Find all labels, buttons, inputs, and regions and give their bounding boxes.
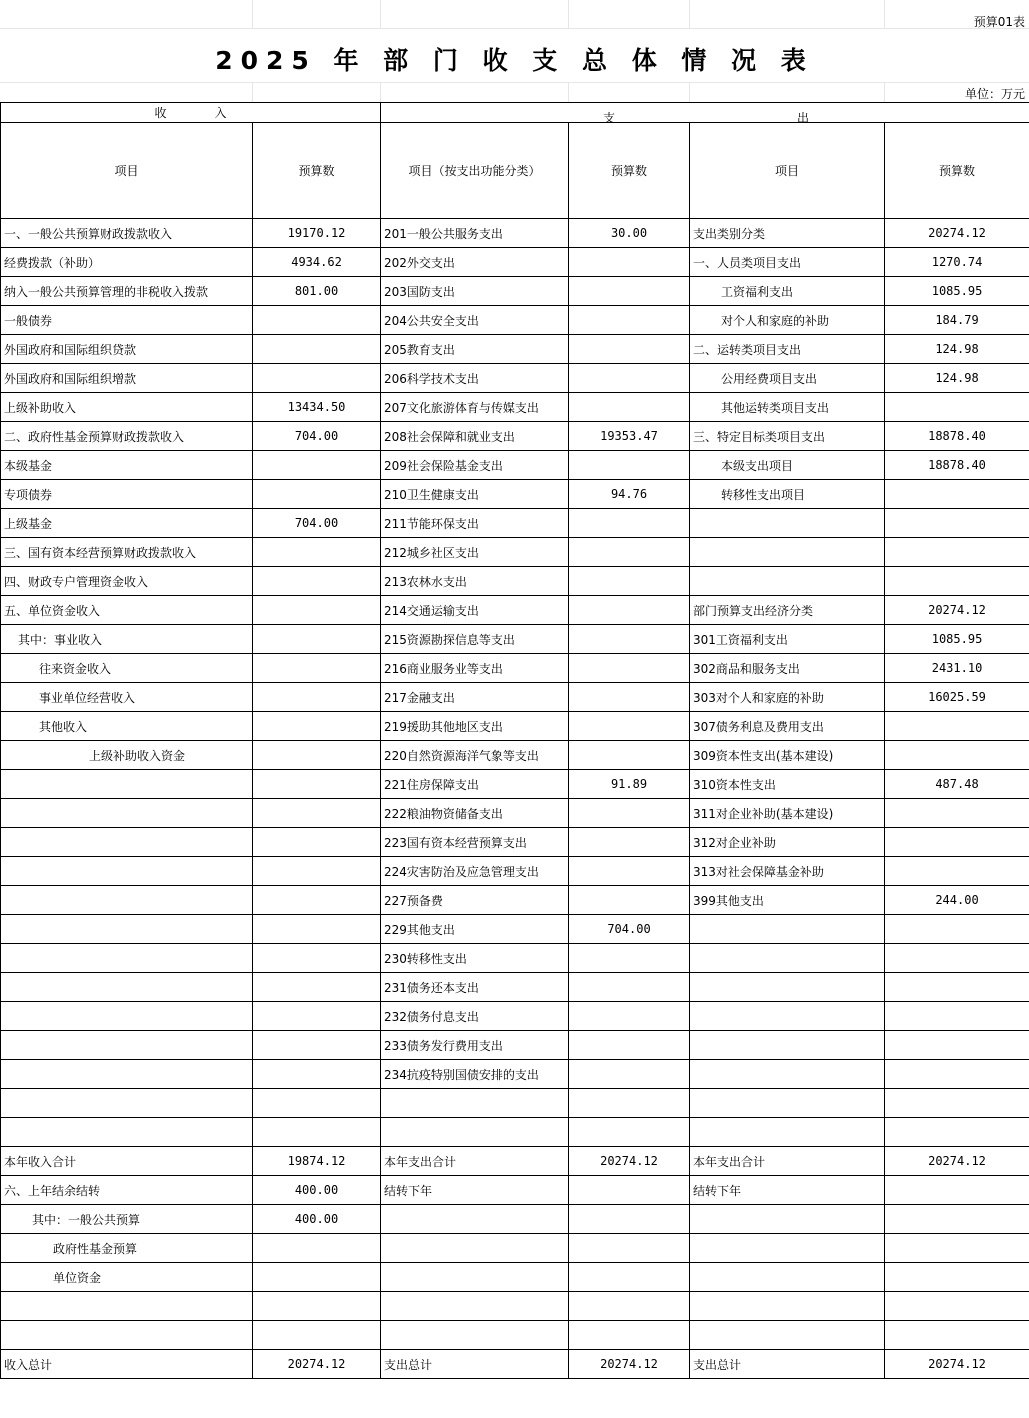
cell-expense-item <box>690 1263 885 1292</box>
cell-function-amount <box>569 799 690 828</box>
cell-income-item: 一般债券 <box>1 306 253 335</box>
cell-income-item: 其中：事业收入 <box>1 625 253 654</box>
table-row <box>1 364 1029 393</box>
cell-income-amount <box>253 828 381 857</box>
column-header-row <box>1 123 1029 219</box>
table-row <box>1 219 1029 248</box>
col-header-expense-item: 项目 <box>690 123 885 219</box>
cell-function-amount <box>569 306 690 335</box>
cell-function-item: 215资源勘探信息等支出 <box>381 625 569 654</box>
cell-expense-amount: 20274.12 <box>885 1350 1029 1379</box>
cell-income-amount <box>253 915 381 944</box>
cell-function-item: 232债务付息支出 <box>381 1002 569 1031</box>
cell-function-amount: 91.89 <box>569 770 690 799</box>
cell-function-item: 234抗疫特别国债安排的支出 <box>381 1060 569 1089</box>
table-row <box>1 451 1029 480</box>
table-row <box>1 973 1029 1002</box>
cell-function-amount <box>569 393 690 422</box>
table-number: 预算01表 <box>973 15 1025 29</box>
cell-expense-item: 工资福利支出 <box>690 277 885 306</box>
cell-expense-amount <box>885 1205 1029 1234</box>
cell-income-item: 本级基金 <box>1 451 253 480</box>
cell-function-item <box>381 1089 569 1118</box>
cell-income-amount <box>253 1292 381 1321</box>
cell-income-item: 其中：一般公共预算 <box>1 1205 253 1234</box>
cell-expense-item <box>690 538 885 567</box>
cell-expense-amount: 124.98 <box>885 335 1029 364</box>
cell-function-item: 213农林水支出 <box>381 567 569 596</box>
cell-income-amount <box>253 1031 381 1060</box>
cell-income-amount: 704.00 <box>253 422 381 451</box>
cell-expense-amount <box>885 1292 1029 1321</box>
cell-income-amount: 20274.12 <box>253 1350 381 1379</box>
cell-income-item: 本年收入合计 <box>1 1147 253 1176</box>
cell-expense-amount <box>885 509 1029 538</box>
cell-expense-item: 支出总计 <box>690 1350 885 1379</box>
expense-group-label-right: 出 <box>797 110 810 123</box>
cell-income-item <box>1 1321 253 1350</box>
cell-income-item: 外国政府和国际组织贷款 <box>1 335 253 364</box>
cell-expense-item <box>690 1292 885 1321</box>
cell-function-amount <box>569 277 690 306</box>
table-row <box>1 1002 1029 1031</box>
cell-function-amount <box>569 538 690 567</box>
cell-expense-amount: 16025.59 <box>885 683 1029 712</box>
cell-expense-amount: 20274.12 <box>885 219 1029 248</box>
cell-income-item <box>1 1002 253 1031</box>
cell-expense-amount <box>885 741 1029 770</box>
cell-income-item: 事业单位经营收入 <box>1 683 253 712</box>
cell-expense-amount: 1270.74 <box>885 248 1029 277</box>
table-row <box>1 712 1029 741</box>
cell-expense-item: 311对企业补助(基本建设) <box>690 799 885 828</box>
cell-expense-item: 310资本性支出 <box>690 770 885 799</box>
cell-expense-amount: 1085.95 <box>885 277 1029 306</box>
table-row <box>1 567 1029 596</box>
cell-function-amount: 30.00 <box>569 219 690 248</box>
table-row <box>1 944 1029 973</box>
cell-income-amount <box>253 741 381 770</box>
cell-income-item: 单位资金 <box>1 1263 253 1292</box>
cell-income-item <box>1 915 253 944</box>
cell-income-amount <box>253 1118 381 1147</box>
cell-income-item <box>1 1089 253 1118</box>
cell-expense-amount <box>885 828 1029 857</box>
table-row <box>1 1292 1029 1321</box>
table-row <box>1 393 1029 422</box>
cell-expense-amount: 20274.12 <box>885 596 1029 625</box>
cell-expense-item: 支出类别分类 <box>690 219 885 248</box>
table-row <box>1 828 1029 857</box>
table-row <box>1 741 1029 770</box>
expense-group-header <box>381 103 1029 123</box>
cell-expense-amount <box>885 1176 1029 1205</box>
expense-group-label-left: 支 <box>603 110 616 123</box>
cell-function-amount <box>569 886 690 915</box>
cell-income-item <box>1 770 253 799</box>
cell-expense-item: 399其他支出 <box>690 886 885 915</box>
col-header-function-amount: 预算数 <box>569 123 690 219</box>
cell-expense-item <box>690 1002 885 1031</box>
cell-expense-item <box>690 567 885 596</box>
cell-expense-item: 303对个人和家庭的补助 <box>690 683 885 712</box>
cell-income-item <box>1 828 253 857</box>
cell-income-item: 往来资金收入 <box>1 654 253 683</box>
table-row <box>1 1089 1029 1118</box>
table-row <box>1 770 1029 799</box>
cell-function-item: 204公共安全支出 <box>381 306 569 335</box>
table-row <box>1 306 1029 335</box>
cell-expense-amount <box>885 1060 1029 1089</box>
cell-function-item: 223国有资本经营预算支出 <box>381 828 569 857</box>
table-row <box>1 480 1029 509</box>
cell-function-item: 227预备费 <box>381 886 569 915</box>
cell-expense-amount: 2431.10 <box>885 654 1029 683</box>
cell-expense-amount: 18878.40 <box>885 422 1029 451</box>
cell-expense-item: 三、特定目标类项目支出 <box>690 422 885 451</box>
cell-expense-item <box>690 973 885 1002</box>
table-row <box>1 1205 1029 1234</box>
cell-expense-item <box>690 944 885 973</box>
cell-expense-amount: 18878.40 <box>885 451 1029 480</box>
cell-expense-item <box>690 915 885 944</box>
cell-income-item <box>1 799 253 828</box>
cell-income-item: 一、一般公共预算财政拨款收入 <box>1 219 253 248</box>
cell-function-item: 206科学技术支出 <box>381 364 569 393</box>
cell-expense-amount <box>885 1002 1029 1031</box>
cell-income-amount <box>253 480 381 509</box>
cell-income-amount <box>253 1263 381 1292</box>
table-row <box>1 1234 1029 1263</box>
cell-income-amount <box>253 596 381 625</box>
cell-function-amount <box>569 1089 690 1118</box>
table-row <box>1 857 1029 886</box>
col-header-expense-amount: 预算数 <box>885 123 1029 219</box>
cell-income-item: 其他收入 <box>1 712 253 741</box>
table-row <box>1 1060 1029 1089</box>
cell-income-amount: 4934.62 <box>253 248 381 277</box>
cell-function-amount <box>569 567 690 596</box>
cell-income-amount <box>253 944 381 973</box>
cell-function-item: 205教育支出 <box>381 335 569 364</box>
cell-expense-amount <box>885 799 1029 828</box>
cell-function-amount <box>569 596 690 625</box>
cell-function-amount <box>569 1321 690 1350</box>
cell-function-amount: 20274.12 <box>569 1147 690 1176</box>
cell-expense-amount: 20274.12 <box>885 1147 1029 1176</box>
table-row <box>1 509 1029 538</box>
cell-income-amount <box>253 857 381 886</box>
cell-income-item: 政府性基金预算 <box>1 1234 253 1263</box>
cell-income-item <box>1 973 253 1002</box>
cell-function-item: 229其他支出 <box>381 915 569 944</box>
table-row <box>1 915 1029 944</box>
cell-function-item: 211节能环保支出 <box>381 509 569 538</box>
cell-income-amount <box>253 886 381 915</box>
cell-function-amount <box>569 654 690 683</box>
cell-income-amount <box>253 1060 381 1089</box>
table-row <box>1 683 1029 712</box>
cell-income-amount: 400.00 <box>253 1205 381 1234</box>
cell-expense-item <box>690 1205 885 1234</box>
cell-expense-item: 307债务利息及费用支出 <box>690 712 885 741</box>
cell-function-item: 230转移性支出 <box>381 944 569 973</box>
cell-income-item: 二、政府性基金预算财政拨款收入 <box>1 422 253 451</box>
table-row <box>1 422 1029 451</box>
cell-expense-item: 309资本性支出(基本建设) <box>690 741 885 770</box>
cell-income-amount <box>253 364 381 393</box>
cell-income-item: 三、国有资本经营预算财政拨款收入 <box>1 538 253 567</box>
cell-function-amount <box>569 973 690 1002</box>
cell-expense-item: 一、人员类项目支出 <box>690 248 885 277</box>
cell-function-amount <box>569 683 690 712</box>
income-group-header: 收 入 <box>1 103 381 123</box>
cell-income-item: 纳入一般公共预算管理的非税收入拨款 <box>1 277 253 306</box>
cell-function-amount <box>569 944 690 973</box>
cell-income-amount <box>253 335 381 364</box>
table-row <box>1 1263 1029 1292</box>
cell-expense-amount <box>885 538 1029 567</box>
col-header-income-item: 项目 <box>1 123 253 219</box>
cell-income-item: 上级补助收入 <box>1 393 253 422</box>
cell-income-amount <box>253 1089 381 1118</box>
cell-function-amount <box>569 1002 690 1031</box>
cell-income-item <box>1 1118 253 1147</box>
cell-function-amount <box>569 712 690 741</box>
cell-income-item: 外国政府和国际组织增款 <box>1 364 253 393</box>
cell-expense-item: 结转下年 <box>690 1176 885 1205</box>
cell-income-amount <box>253 712 381 741</box>
cell-function-item: 支出总计 <box>381 1350 569 1379</box>
cell-income-item: 上级补助收入资金 <box>1 741 253 770</box>
cell-function-item: 217金融支出 <box>381 683 569 712</box>
table-row <box>1 1176 1029 1205</box>
cell-income-amount <box>253 625 381 654</box>
cell-function-item: 209社会保险基金支出 <box>381 451 569 480</box>
cell-function-item: 233债务发行费用支出 <box>381 1031 569 1060</box>
cell-function-amount <box>569 364 690 393</box>
cell-expense-item: 301工资福利支出 <box>690 625 885 654</box>
cell-income-amount <box>253 1321 381 1350</box>
cell-expense-item: 本年支出合计 <box>690 1147 885 1176</box>
cell-function-amount <box>569 1118 690 1147</box>
table-row <box>1 538 1029 567</box>
cell-income-item <box>1 886 253 915</box>
cell-income-item: 收入总计 <box>1 1350 253 1379</box>
cell-function-item <box>381 1205 569 1234</box>
cell-function-item: 212城乡社区支出 <box>381 538 569 567</box>
cell-expense-amount <box>885 973 1029 1002</box>
cell-expense-amount: 244.00 <box>885 886 1029 915</box>
cell-function-amount <box>569 828 690 857</box>
cell-income-item <box>1 1031 253 1060</box>
cell-function-amount <box>569 1176 690 1205</box>
unit-label: 单位：万元 <box>964 87 1025 101</box>
cell-expense-item: 本级支出项目 <box>690 451 885 480</box>
table-row <box>1 654 1029 683</box>
cell-expense-item <box>690 1321 885 1350</box>
table-row <box>1 799 1029 828</box>
cell-function-amount <box>569 1263 690 1292</box>
cell-income-item: 五、单位资金收入 <box>1 596 253 625</box>
cell-expense-amount <box>885 1089 1029 1118</box>
cell-expense-item: 转移性支出项目 <box>690 480 885 509</box>
cell-function-item: 210卫生健康支出 <box>381 480 569 509</box>
cell-function-amount <box>569 1234 690 1263</box>
cell-function-amount <box>569 625 690 654</box>
cell-expense-item: 其他运转类项目支出 <box>690 393 885 422</box>
cell-function-item <box>381 1118 569 1147</box>
table-row <box>1 1031 1029 1060</box>
table-row <box>1 596 1029 625</box>
col-header-function-item: 项目（按支出功能分类） <box>381 123 569 219</box>
cell-function-item: 本年支出合计 <box>381 1147 569 1176</box>
cell-expense-item: 313对社会保障基金补助 <box>690 857 885 886</box>
cell-expense-item: 二、运转类项目支出 <box>690 335 885 364</box>
cell-income-amount: 19170.12 <box>253 219 381 248</box>
cell-expense-amount <box>885 712 1029 741</box>
cell-function-item: 203国防支出 <box>381 277 569 306</box>
cell-function-item: 222粮油物资储备支出 <box>381 799 569 828</box>
cell-income-item: 四、财政专户管理资金收入 <box>1 567 253 596</box>
budget-table <box>0 102 1029 1379</box>
cell-income-item <box>1 1060 253 1089</box>
cell-function-amount: 94.76 <box>569 480 690 509</box>
cell-expense-item: 302商品和服务支出 <box>690 654 885 683</box>
cell-income-amount: 400.00 <box>253 1176 381 1205</box>
cell-income-amount <box>253 567 381 596</box>
cell-income-amount <box>253 770 381 799</box>
cell-function-item: 结转下年 <box>381 1176 569 1205</box>
cell-income-amount <box>253 683 381 712</box>
cell-income-amount: 19874.12 <box>253 1147 381 1176</box>
cell-expense-item: 对个人和家庭的补助 <box>690 306 885 335</box>
cell-income-item: 上级基金 <box>1 509 253 538</box>
cell-function-item <box>381 1292 569 1321</box>
cell-expense-amount <box>885 857 1029 886</box>
cell-expense-amount: 184.79 <box>885 306 1029 335</box>
cell-expense-amount <box>885 1031 1029 1060</box>
cell-expense-item <box>690 1060 885 1089</box>
table-row <box>1 1118 1029 1147</box>
cell-function-amount <box>569 1031 690 1060</box>
cell-function-item: 214交通运输支出 <box>381 596 569 625</box>
cell-function-item <box>381 1321 569 1350</box>
cell-expense-amount <box>885 915 1029 944</box>
cell-function-amount <box>569 1292 690 1321</box>
cell-income-amount <box>253 1002 381 1031</box>
cell-function-amount <box>569 741 690 770</box>
cell-function-item: 202外交支出 <box>381 248 569 277</box>
cell-expense-item: 312对企业补助 <box>690 828 885 857</box>
cell-function-amount: 20274.12 <box>569 1350 690 1379</box>
cell-income-amount <box>253 1234 381 1263</box>
cell-income-item: 六、上年结余结转 <box>1 1176 253 1205</box>
cell-function-item: 224灾害防治及应急管理支出 <box>381 857 569 886</box>
cell-function-item <box>381 1234 569 1263</box>
cell-function-amount <box>569 1060 690 1089</box>
table-row <box>1 277 1029 306</box>
cell-expense-item <box>690 1234 885 1263</box>
cell-function-item: 231债务还本支出 <box>381 973 569 1002</box>
table-row <box>1 1350 1029 1379</box>
cell-function-item: 220自然资源海洋气象等支出 <box>381 741 569 770</box>
cell-income-amount <box>253 799 381 828</box>
cell-function-amount <box>569 451 690 480</box>
cell-function-amount <box>569 335 690 364</box>
cell-function-item: 201一般公共服务支出 <box>381 219 569 248</box>
table-row <box>1 248 1029 277</box>
cell-function-amount <box>569 857 690 886</box>
cell-function-amount <box>569 248 690 277</box>
cell-income-amount: 801.00 <box>253 277 381 306</box>
cell-expense-amount: 487.48 <box>885 770 1029 799</box>
cell-function-item: 221住房保障支出 <box>381 770 569 799</box>
cell-income-amount <box>253 306 381 335</box>
cell-expense-amount <box>885 944 1029 973</box>
table-row <box>1 335 1029 364</box>
cell-income-amount: 13434.50 <box>253 393 381 422</box>
cell-function-item: 207文化旅游体育与传媒支出 <box>381 393 569 422</box>
cell-expense-amount <box>885 1234 1029 1263</box>
col-header-income-amount: 预算数 <box>253 123 381 219</box>
cell-income-item <box>1 1292 253 1321</box>
cell-income-amount <box>253 538 381 567</box>
cell-expense-amount <box>885 1118 1029 1147</box>
cell-expense-item <box>690 509 885 538</box>
cell-function-amount <box>569 509 690 538</box>
cell-income-item <box>1 944 253 973</box>
cell-expense-item <box>690 1031 885 1060</box>
cell-expense-amount <box>885 393 1029 422</box>
table-row <box>1 1147 1029 1176</box>
page-title: 2025 年 部 门 收 支 总 体 情 况 表 <box>215 46 814 75</box>
cell-function-item: 208社会保障和就业支出 <box>381 422 569 451</box>
cell-expense-item: 部门预算支出经济分类 <box>690 596 885 625</box>
cell-function-amount: 19353.47 <box>569 422 690 451</box>
cell-expense-amount: 124.98 <box>885 364 1029 393</box>
table-row <box>1 1321 1029 1350</box>
cell-expense-amount <box>885 567 1029 596</box>
cell-expense-item <box>690 1118 885 1147</box>
cell-income-amount <box>253 973 381 1002</box>
cell-expense-amount <box>885 1321 1029 1350</box>
cell-income-amount: 704.00 <box>253 509 381 538</box>
cell-income-amount <box>253 654 381 683</box>
cell-function-amount: 704.00 <box>569 915 690 944</box>
cell-expense-item: 公用经费项目支出 <box>690 364 885 393</box>
table-row <box>1 625 1029 654</box>
cell-income-amount <box>253 451 381 480</box>
cell-expense-item <box>690 1089 885 1118</box>
cell-income-item: 经费拨款（补助） <box>1 248 253 277</box>
cell-function-amount <box>569 1205 690 1234</box>
cell-function-item: 219援助其他地区支出 <box>381 712 569 741</box>
cell-income-item: 专项债券 <box>1 480 253 509</box>
cell-income-item <box>1 857 253 886</box>
cell-function-item: 216商业服务业等支出 <box>381 654 569 683</box>
group-header-row <box>1 103 1029 123</box>
cell-function-item <box>381 1263 569 1292</box>
table-row <box>1 886 1029 915</box>
cell-expense-amount: 1085.95 <box>885 625 1029 654</box>
cell-expense-amount <box>885 1263 1029 1292</box>
cell-expense-amount <box>885 480 1029 509</box>
